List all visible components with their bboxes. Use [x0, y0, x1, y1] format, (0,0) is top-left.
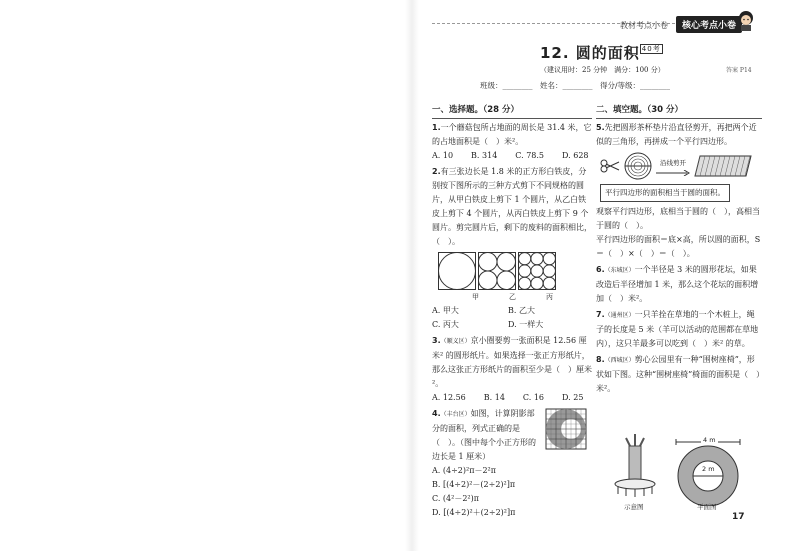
series-label: 教材考点小卷 — [620, 21, 668, 30]
q6-tag: （东城区） — [604, 267, 635, 274]
q4-option-a: A. (4÷2)²π－2²π — [432, 466, 497, 475]
question-4 — [432, 407, 592, 520]
q5-text-a: 先把圆形茶杯垫片沿直径剪开，再把两个近似的三角形，再拼成一个平行四边形。 — [596, 123, 757, 146]
q2-options-row1 — [432, 304, 592, 318]
label-jia: 甲 — [472, 293, 479, 301]
q2-options-row2 — [432, 318, 592, 332]
q1-option-c: C. 78.5 — [515, 151, 545, 160]
question-8 — [596, 353, 762, 396]
q2-figures — [438, 252, 592, 290]
arrow-right-icon — [656, 170, 690, 176]
figure-bing — [518, 252, 556, 290]
q1-option-a: A. 10 — [432, 151, 454, 160]
book-spine — [405, 0, 419, 551]
q2-text: 有三张边长是 1.8 米的正方形白铁皮，分别按下图所示的三种方式剪下不同规格的圆片，从甲白铁皮上剪下 1 个圆片，从乙白铁皮上剪下 4 个圆片，从丙白铁皮上剪下 9 个圆片。剪完圆片后，剩下的废料的面积相比，（ ）。 — [432, 167, 592, 246]
time-score-info: （建议用时：25 分钟 满分：100 分） — [540, 66, 665, 74]
q1-option-d: D. 628 — [562, 151, 589, 160]
q5-figure — [600, 152, 762, 180]
q4-text: 如图，计算阴影部分的面积，列式正确的是（ ）。（图中每个小正方形的边长是 1 厘米） — [432, 409, 536, 461]
page-number: 17 — [732, 512, 745, 522]
q3-option-c: C. 16 — [522, 393, 545, 402]
q4-number: 4. — [432, 409, 441, 418]
question-7 — [596, 308, 762, 351]
q4-option-c: C. (4²－2²)π — [432, 494, 480, 503]
series-tag: 核心考点小卷 — [676, 16, 742, 33]
q1-option-b: B. 314 — [471, 151, 498, 160]
cut-arrow — [656, 156, 690, 176]
q1-number: 1. — [432, 123, 441, 132]
tree-seat-sketch — [612, 434, 658, 500]
q2-option-a: A. 甲大 — [432, 306, 459, 315]
section-choice-heading: 一、选择题。（28 分） — [432, 103, 592, 119]
q3-option-d: D. 25 — [562, 393, 584, 402]
q4-tag: （丰台区） — [440, 411, 471, 418]
figure-jia — [438, 252, 476, 290]
q3-option-a: A. 12.56 — [432, 393, 466, 402]
q1-options — [432, 149, 592, 163]
q8-tag: （西城区） — [604, 357, 635, 364]
page-title — [540, 42, 663, 63]
q2-option-c: C. 丙大 — [432, 320, 459, 329]
q3-option-b: B. 14 — [483, 393, 505, 402]
caption-plan: 平面图 — [697, 503, 717, 511]
q2-number: 2. — [432, 167, 441, 176]
q5-conclusion-box: 平行四边形的面积相当于圆的面积。 — [600, 184, 730, 202]
q3-options — [432, 391, 592, 405]
q5-number: 5. — [596, 123, 605, 132]
student-info-line: 班级：________ 姓名：________ 得分/等级：________ — [480, 81, 671, 90]
q2-figure-labels — [472, 290, 592, 304]
question-3 — [432, 334, 592, 405]
cut-label: 沿线剪开 — [660, 159, 686, 167]
mascot-icon — [736, 9, 756, 31]
q3-text: 京小圈要剪一张面积是 12.56 厘米² 的圆形纸片。如果选择一张正方形纸片，那么这张正方形纸片的面积至少是（ ）厘米²。 — [432, 336, 592, 388]
q2-option-d: D. 一样大 — [508, 320, 544, 329]
q3-tag: （顺义区） — [440, 338, 471, 345]
q3-number: 3. — [432, 336, 441, 345]
q4-option-d: D. [(4÷2)²＋(2÷2)²]π — [432, 508, 516, 517]
section-fill-heading: 二、填空题。（30 分） — [596, 103, 762, 119]
question-2 — [432, 165, 592, 332]
outer-diameter-label: 4 m — [703, 436, 716, 444]
title-badge: 40考 — [641, 45, 661, 53]
question-5 — [596, 121, 762, 261]
label-bing: 丙 — [546, 293, 553, 301]
label-yi: 乙 — [509, 293, 516, 301]
answer-ref: 答案 P14 — [726, 67, 752, 74]
q6-text: 一个半径是 3 米的圆形花坛，如果改造后半径增加 1 米，那么这个花坛的面积增加（ ）米²。 — [596, 265, 759, 303]
q4-grid-figure — [544, 407, 588, 451]
q2-option-b: B. 乙大 — [508, 306, 535, 315]
q4-option-b: B. [(4÷2)²－(2÷2)²]π — [432, 480, 516, 489]
q8-number: 8. — [596, 355, 605, 364]
q7-tag: （通州区） — [604, 312, 635, 319]
left-column — [432, 103, 592, 520]
figure-yi — [478, 252, 516, 290]
q7-text: 一只羊拴在草地的一个木桩上，绳子的长度是 5 米（羊可以活动的范围都在草地内），这只羊最多可以吃到（ ）米² 的草。 — [596, 310, 759, 348]
q1-text: 一个蘑菇包所占地面的周长是 31.4 米，它的占地面积是（ ）米²。 — [432, 123, 592, 146]
q8-text: 剪心公园里有一种“围树座椅”，形状如下图。这种“围树座椅”椅面的面积是（ ）米²。 — [596, 355, 761, 393]
title-text: 12. 圆的面积 — [540, 44, 640, 62]
question-1 — [432, 121, 592, 163]
right-column — [596, 103, 762, 396]
scissors-icon — [600, 159, 620, 173]
q7-number: 7. — [596, 310, 605, 319]
question-6 — [596, 263, 762, 306]
inner-diameter-label: 2 m — [702, 465, 715, 473]
q5-text-c: 平行四边形的面积＝底×高，所以圆的面积，S＝（ ）×（ ）＝（ ）。 — [596, 235, 761, 258]
parallelogram-strips-icon — [694, 154, 752, 178]
q6-number: 6. — [596, 265, 605, 274]
cup-mat-circle-icon — [624, 152, 652, 180]
caption-sketch: 示意图 — [624, 503, 644, 511]
q5-text-b: 观察平行四边形，底相当于圆的（ ），高相当于圆的（ ）。 — [596, 207, 760, 230]
